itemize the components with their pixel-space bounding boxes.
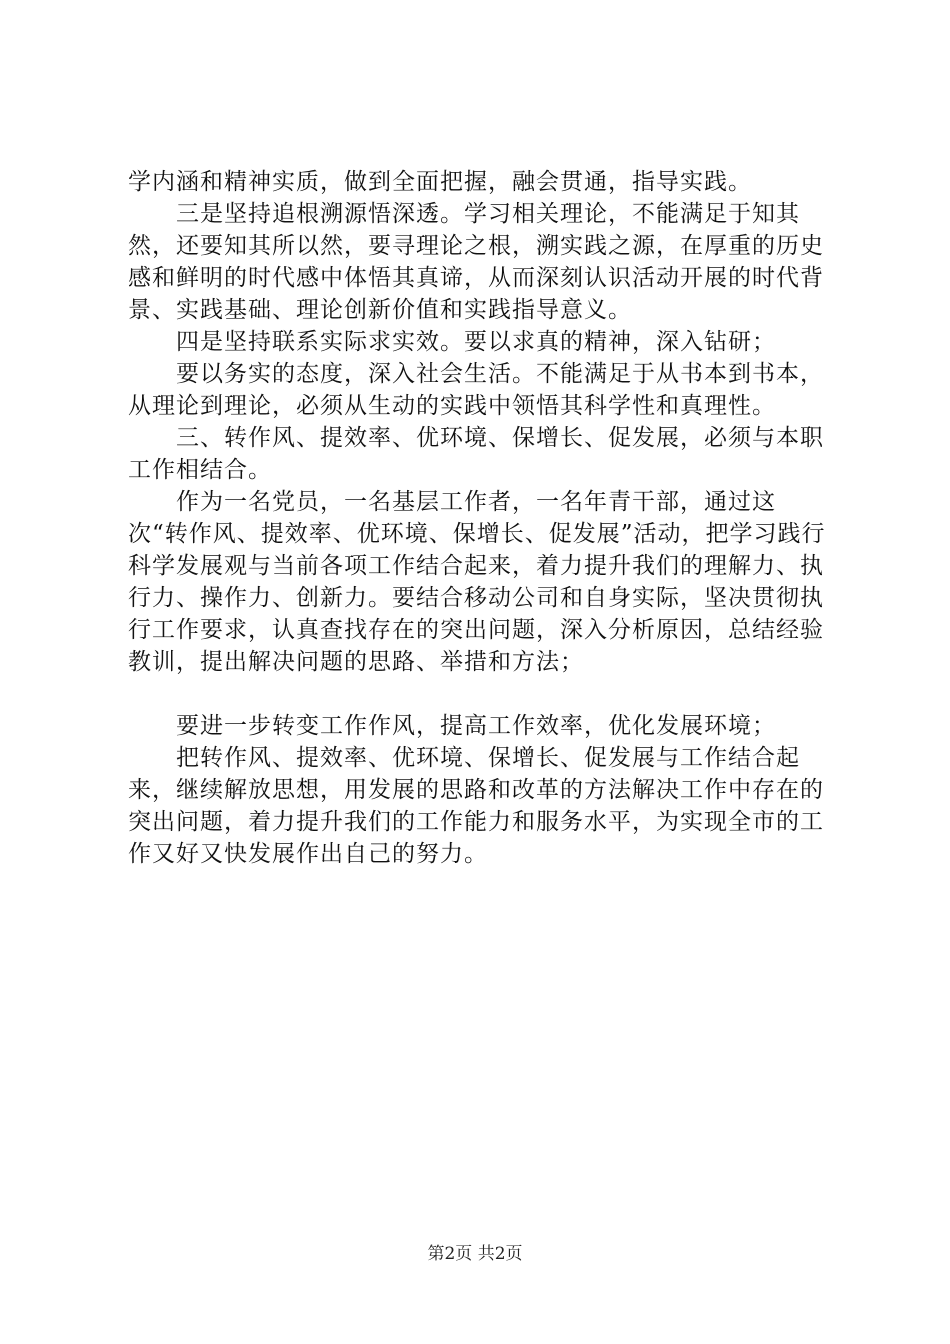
paragraph-4: 要以务实的态度，深入社会生活。不能满足于从书本到书本，从理论到理论，必须从生动的实践中领悟其科学性和真理性。 [128, 361, 824, 419]
page-number-footer: 第2页 共2页 [427, 1244, 523, 1264]
paragraph-3: 四是坚持联系实际求实效。要以求真的精神，深入钻研； [128, 329, 776, 355]
paragraph-1: 学内涵和精神实质，做到全面把握，融会贯通，指导实践。 [128, 169, 752, 195]
paragraph-7: 要进一步转变工作作风，提高工作效率，优化发展环境； [128, 713, 776, 739]
paragraph-2: 三是坚持追根溯源悟深透。学习相关理论，不能满足于知其然，还要知其所以然，要寻理论之根，溯实践之源，在厚重的历史感和鲜明的时代感中体悟其真谛，从而深刻认识活动开展的时代背景、实践基础、理论创新价值和实践指导意义。 [128, 201, 824, 323]
paragraph-5: 三、转作风、提效率、优环境、保增长、促发展，必须与本职工作相结合。 [128, 425, 824, 483]
paragraph-spacer [128, 678, 828, 710]
document-body [128, 166, 828, 870]
paragraph-8: 把转作风、提效率、优环境、保增长、促发展与工作结合起来，继续解放思想，用发展的思路和改革的方法解决工作中存在的突出问题，着力提升我们的工作能力和服务水平，为实现全市的工作又好又快发展作出自己的努力。 [128, 745, 824, 867]
paragraph-6: 作为一名党员，一名基层工作者，一名年青干部，通过这次“转作风、提效率、优环境、保增长、促发展”活动，把学习践行科学发展观与当前各项工作结合起来，着力提升我们的理解力、执行力、操作力、创新力。要结合移动公司和自身实际，坚决贯彻执行工作要求，认真查找存在的突出问题，深入分析原因，总结经验教训，提出解决问题的思路、举措和方法； [128, 489, 826, 675]
